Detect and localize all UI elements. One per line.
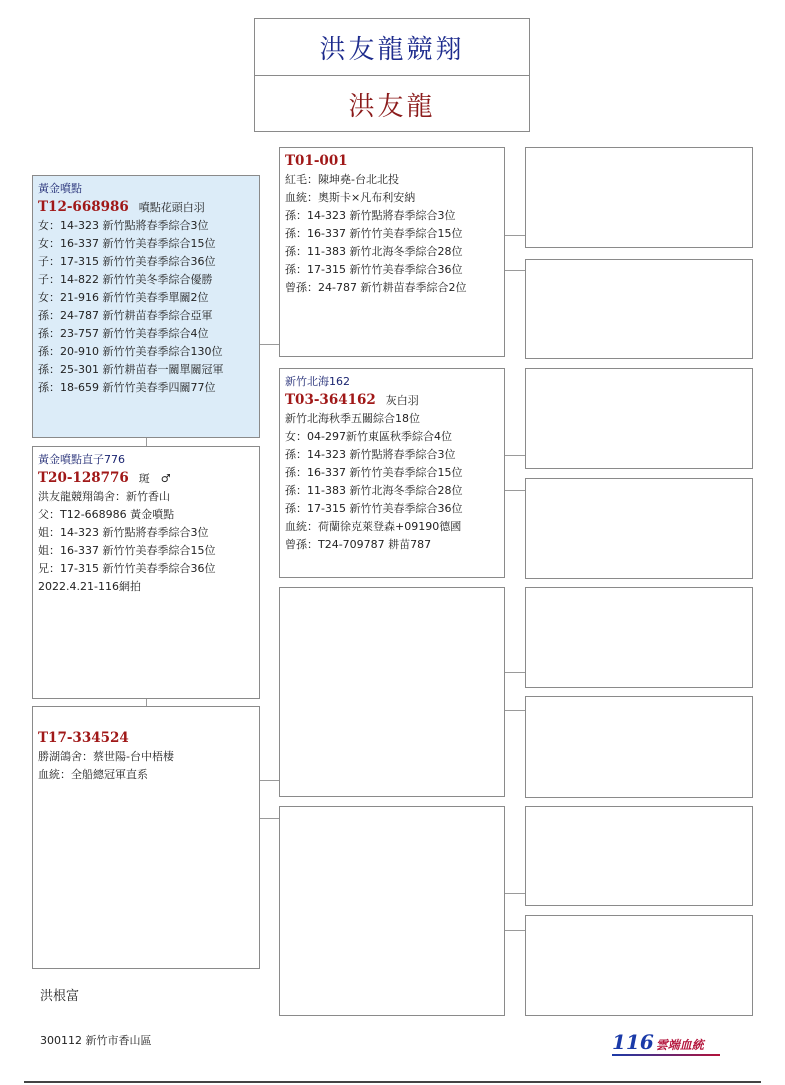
ggp-card-2[interactable] <box>525 259 753 359</box>
sire-ring: T12-668986 <box>38 199 129 215</box>
record-line: 孫：17-315 新竹竹美春季綜合36位 <box>285 263 463 276</box>
connector-line <box>260 780 279 781</box>
dam-subtitle <box>38 711 254 729</box>
record-line: 子：14-822 新竹竹美冬季綜合優勝 <box>38 273 213 286</box>
logo-number: 116 <box>612 1030 654 1054</box>
subject-color: 斑 ♂ <box>138 472 171 485</box>
cloud-pedigree-logo[interactable] <box>612 1030 704 1054</box>
record-line: 紅毛：陳坤堯-台北北投 <box>285 173 399 186</box>
record-line: 孫：24-787 新竹耕苗春季綜合亞軍 <box>38 309 213 322</box>
record-line: 2022.4.21-116網拍 <box>38 580 141 593</box>
dam-ring: T17-334524 <box>38 730 129 746</box>
subject-ring: T20-128776 <box>38 470 129 486</box>
connector-line <box>146 699 147 706</box>
title-box <box>254 18 530 132</box>
subject-lines <box>38 488 254 596</box>
record-line: 孫：16-337 新竹竹美春季綜合15位 <box>285 227 463 240</box>
connector-line <box>505 455 525 456</box>
record-line: 女：21-916 新竹竹美春季單關2位 <box>38 291 209 304</box>
connector-line <box>260 818 279 819</box>
record-line: 孫：14-323 新竹點將春季綜合3位 <box>285 448 456 461</box>
connector-line <box>505 235 525 236</box>
connector-line <box>505 710 525 711</box>
dam-dam-card[interactable] <box>279 806 505 1016</box>
breeder-name: 洪根富 <box>40 989 80 1004</box>
ggp-card-5[interactable] <box>525 587 753 688</box>
ggp-card-8[interactable] <box>525 915 753 1016</box>
record-line: 女：16-337 新竹竹美春季綜合15位 <box>38 237 216 250</box>
record-line: 孫：17-315 新竹竹美春季綜合36位 <box>285 502 463 515</box>
dam-card[interactable] <box>32 706 260 969</box>
record-line: 孫：18-659 新竹竹美春季四關77位 <box>38 381 216 394</box>
sire-dam-ring: T03-364162 <box>285 392 376 408</box>
record-line: 父：T12-668986 黃金噴點 <box>38 508 175 521</box>
sire-subtitle: 黃金噴點 <box>38 182 82 195</box>
subject-card[interactable] <box>32 446 260 699</box>
record-line: 子：17-315 新竹竹美春季綜合36位 <box>38 255 216 268</box>
ggp-card-3[interactable] <box>525 368 753 469</box>
record-line: 新竹北海秋季五關綜合18位 <box>285 412 420 425</box>
record-line: 孫：23-757 新竹竹美春季綜合4位 <box>38 327 209 340</box>
sire-dam-color: 灰白羽 <box>385 394 419 407</box>
connector-line <box>505 930 525 931</box>
ggp-card-4[interactable] <box>525 478 753 579</box>
dam-sire-card[interactable] <box>279 587 505 797</box>
ggp-card-6[interactable] <box>525 696 753 798</box>
connector-line <box>505 672 525 673</box>
sire-sire-card[interactable] <box>279 147 505 357</box>
record-line: 孫：25-301 新竹耕苗春一關單關冠軍 <box>38 363 224 376</box>
logo-underline <box>612 1054 720 1056</box>
record-line: 孫：14-323 新竹點將春季綜合3位 <box>285 209 456 222</box>
breeder-address: 300112 新竹市香山區 <box>40 1034 152 1047</box>
record-line: 姐：14-323 新竹點將春季綜合3位 <box>38 526 209 539</box>
record-line: 洪友龍競翔鴿舍：新竹香山 <box>38 490 170 503</box>
record-line: 姐：16-337 新竹竹美春季綜合15位 <box>38 544 216 557</box>
record-line: 孫：11-383 新竹北海冬季綜合28位 <box>285 245 463 258</box>
sire-card[interactable] <box>32 175 260 438</box>
ggp-card-1[interactable] <box>525 147 753 248</box>
record-line: 曾孫：T24-709787 耕苗787 <box>285 538 432 551</box>
record-line: 女：04-297新竹東區秋季綜合4位 <box>285 430 452 443</box>
connector-line <box>260 344 279 345</box>
sire-dam-subtitle: 新竹北海162 <box>285 375 350 388</box>
sire-dam-card[interactable] <box>279 368 505 578</box>
connector-line <box>146 438 147 446</box>
sire-lines <box>38 217 254 397</box>
ggp-card-7[interactable] <box>525 806 753 906</box>
record-line: 孫：16-337 新竹竹美春季綜合15位 <box>285 466 463 479</box>
sire-sire-ring: T01-001 <box>285 153 348 169</box>
record-line: 兄：17-315 新竹竹美春季綜合36位 <box>38 562 216 575</box>
connector-line <box>505 270 525 271</box>
record-line: 曾孫：24-787 新竹耕苗春季綜合2位 <box>285 281 467 294</box>
bottom-divider <box>24 1081 761 1083</box>
record-line: 孫：20-910 新竹竹美春季綜合130位 <box>38 345 223 358</box>
record-line: 血統：全船總冠軍直系 <box>38 768 148 781</box>
logo-text: 雲端血統 <box>655 1038 704 1052</box>
record-line: 血統：荷蘭徐克萊登森+09190德國 <box>285 520 462 533</box>
record-line: 勝湖鴿舍：蔡世陽-台中梧棲 <box>38 750 174 763</box>
record-line: 女：14-323 新竹點將春季綜合3位 <box>38 219 209 232</box>
sire-color: 噴點花頭白羽 <box>138 201 205 214</box>
connector-line <box>505 893 525 894</box>
owner-title: 洪友龍 <box>348 92 436 122</box>
subject-subtitle: 黃金噴點直子776 <box>38 453 125 466</box>
record-line: 血統：奧斯卡×凡布利安納 <box>285 191 416 204</box>
connector-line <box>505 490 525 491</box>
loft-title: 洪友龍競翔 <box>255 19 529 76</box>
record-line: 孫：11-383 新竹北海冬季綜合28位 <box>285 484 463 497</box>
